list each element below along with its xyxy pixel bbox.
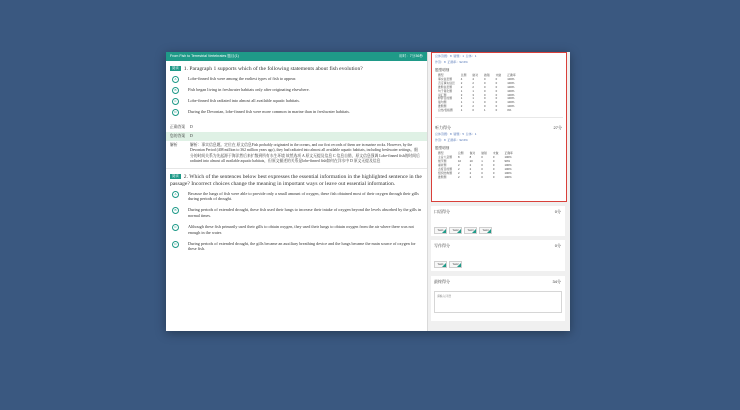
option-radio-icon[interactable]: C (172, 224, 179, 231)
divider (435, 117, 563, 118)
listening-type-table (435, 152, 516, 179)
question-header (166, 52, 427, 61)
score-sidebar (428, 52, 570, 331)
analysis-block (166, 141, 427, 169)
corner-flag-icon (457, 263, 461, 267)
speaking-task-chip[interactable]: Task4 (479, 227, 492, 234)
speaking-score: 0分 (554, 209, 561, 214)
speaking-task-chip[interactable]: Task1 (434, 227, 447, 234)
analysis-label: 解析 (170, 143, 178, 147)
table-row: 组织结构题 2 2 0 0 100% (438, 170, 512, 175)
question-1 (166, 61, 427, 169)
option-radio-icon[interactable]: D (172, 241, 179, 248)
table-row: 插句题 1 1 0 0 100% (438, 100, 515, 105)
speaking-title: 口语得分 0分 (434, 209, 561, 214)
table-row: 细节题 10 10 1 0 90% (438, 158, 511, 163)
analysis-text: 解析：事实信息题。定位在 原文信息Fish probably originated in the oceans, and our first records of them are in marine rocks. However, by the Devonian Period (408 million to 362 million years ago), they had radiated into almost all available aquatic habitats, including freshwater settings。细分的时间关系为先起源于海洋然后来扩散到所有水生环境 故然选项 A 原文无提及信息 C 信息自错，原文信息强调 Lobe-finned fish的时间后radiated into almost all available aquatic habitats，但原文描述的关系是lobe-finned fish如何在洋水中 D 原文无提及信息 (190, 143, 420, 164)
table-row: 重听题 2 2 0 0 100% (438, 162, 512, 167)
listening-score-title: 听力得分 27分 (435, 125, 562, 131)
option-radio-icon[interactable]: A (172, 191, 179, 198)
comment-input[interactable]: 请输入评语 (434, 291, 562, 313)
question-1-text: 1. Paragraph 1 supports which of the following statements about fish evolution? (183, 66, 363, 72)
option-radio-icon[interactable]: B (172, 87, 179, 94)
reading-stats-2: 作答：8 正确率：92.6% (435, 60, 468, 64)
option-radio-icon[interactable]: B (172, 207, 179, 214)
table-row: 词汇题 3 3 0 0 100% (438, 92, 515, 97)
question-type-tag: 阅读 (172, 66, 179, 70)
question-type-tag: 阅读 (172, 173, 179, 178)
question-1-stem (166, 61, 427, 75)
passage-title: From Fish to Terrestrial Vertebrates 题目(1) (170, 54, 239, 58)
table-row: 态度目的题 2 2 0 0 100% (438, 166, 512, 171)
question-2-stem (166, 169, 427, 190)
speaking-card (431, 206, 565, 236)
speaking-task-chip[interactable]: Task3 (464, 227, 477, 234)
listening-stats-2: 作答：8 正确率：92.6% (435, 138, 468, 143)
table-row: 推断题 2 2 0 0 100% (438, 104, 515, 109)
question-panel (166, 52, 428, 331)
table-row: 事实信息题 4 4 0 0 100% (438, 76, 515, 81)
question-2 (166, 169, 427, 253)
table-header-row: 题型 总题 做对 做错 未做 正确率 (438, 151, 513, 156)
speaking-task-chip[interactable]: Task2 (449, 227, 462, 234)
your-answer-value: D (190, 134, 193, 138)
listening-stats-1: 总体答题：8 错题：5 总体：1 (435, 132, 477, 137)
final-score-title: 最终得分 34分 (434, 279, 561, 284)
table-row: 推断题 2 2 0 0 100% (438, 174, 512, 179)
correct-answer-value: D (190, 125, 193, 129)
correct-answer-label: 正确答案 (170, 125, 186, 129)
correct-answer-row (166, 123, 427, 132)
app-window (166, 52, 570, 331)
option-d[interactable]: D During periods of extended drought, the gills became an auxiliary breathing device and the lungs became the main source of oxygen for these fish. (166, 240, 427, 253)
reading-stats-1: 总体答题：8 错题：1 总体：1 (435, 54, 477, 58)
writing-title: 写作得分 0分 (434, 243, 561, 248)
writing-task-chip[interactable]: Task2 (449, 261, 462, 268)
highlighted-score-panel (431, 52, 567, 202)
option-b[interactable]: B During periods of extended drought, these fish used their lungs to increase their intake of oxygen beyond the levels absorbed by the gills in normal times. (166, 206, 427, 219)
listening-score: 27分 (553, 125, 562, 131)
corner-flag-icon (487, 229, 491, 233)
option-a[interactable]: A Lobe-finned fish were among the earliest types of fish to appear. (166, 75, 427, 86)
final-score-card (431, 276, 565, 321)
corner-flag-icon (457, 229, 461, 233)
option-c[interactable]: C Although these fish primarily used their gills to obtain oxygen, they used their lungs to obtain oxygen from the air where there was not enough in the water. (166, 223, 427, 236)
option-b[interactable]: B Fish began living in freshwater habitats only after originating elsewhere. (166, 86, 427, 97)
table-header-row: 题型 总题 做对 做错 未做 正确率 (438, 73, 516, 77)
table-row: 修辞目的题 1 1 0 0 100% (438, 96, 515, 101)
option-d[interactable]: D During the Devonian, lobe-finned fish were more common in marine than in freshwater habitats. (166, 108, 427, 119)
corner-flag-icon (442, 229, 446, 233)
final-score: 34分 (552, 279, 561, 284)
writing-task-list (431, 249, 565, 275)
option-radio-icon[interactable]: A (172, 76, 179, 83)
option-radio-icon[interactable]: C (172, 98, 179, 105)
question-2-text: 2. Which of the sentences below best expresses the essential information in the highlighted sentence in the passage? Incorrect choices change the meaning in important ways or leave out essential information. (170, 173, 422, 187)
table-row: 否定事实信息 2 2 0 0 100% (438, 80, 515, 85)
writing-score: 0分 (554, 243, 561, 248)
listening-type-title: 题型明细 (435, 146, 450, 151)
reading-type-title: 题型明细 (435, 68, 450, 72)
table-row: 句子简化题 1 1 0 0 100% (438, 88, 515, 93)
your-answer-row (166, 132, 427, 141)
option-c[interactable]: C Lobe-finned fish radiated into almost all available aquatic habitats. (166, 97, 427, 108)
table-row: 总结/表格题 1 0 1 0 0% (438, 108, 512, 113)
speaking-task-list (431, 215, 565, 241)
writing-card (431, 240, 565, 271)
corner-flag-icon (442, 263, 446, 267)
table-row: 推断信息题 2 2 0 0 100% (438, 84, 515, 89)
writing-task-chip[interactable]: Task1 (434, 261, 447, 268)
table-row: 主旨大意题 8 8 0 0 100% (438, 154, 512, 159)
your-answer-label: 您的答案 (170, 134, 186, 138)
corner-flag-icon (472, 229, 476, 233)
option-a[interactable]: A Because the lungs of fish were able to provide only a small amount of oxygen, these fish obtained most of their oxygen through their gills during periods of drought. (166, 190, 427, 203)
reading-type-table (435, 74, 519, 113)
option-radio-icon[interactable]: D (172, 109, 179, 116)
elapsed-time: 用时：7分36秒 (399, 54, 423, 58)
